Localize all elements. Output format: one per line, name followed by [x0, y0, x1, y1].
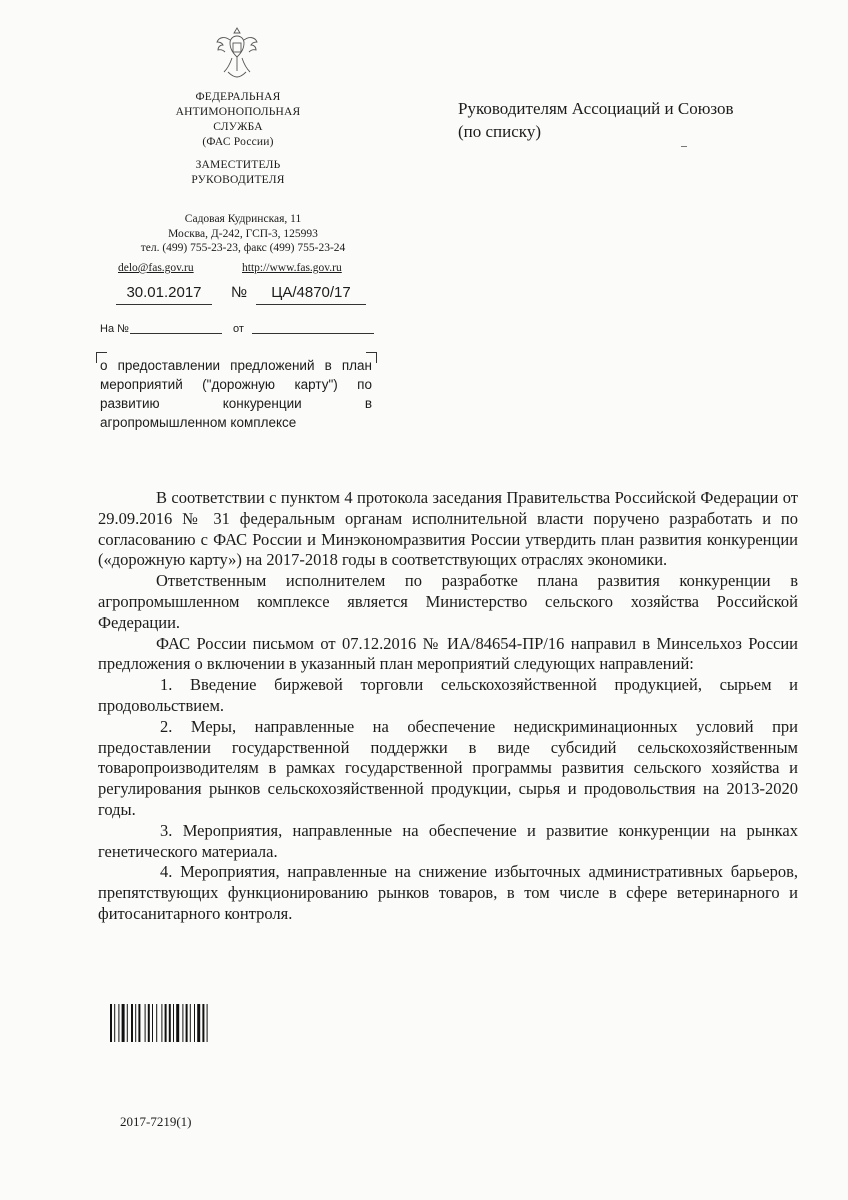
body-paragraph: Ответственным исполнителем по разработке плана развития конкуренции в агропромышленном комплексе является Министерство сельского хозяйства Российской Федерации.: [98, 571, 798, 632]
position-line: РУКОВОДИТЕЛЯ: [191, 174, 285, 186]
list-item: 1. Введение биржевой торговли сельскохозяйственной продукцией, сырьем и продовольствием.: [98, 675, 798, 715]
position-line: ЗАМЕСТИТЕЛЬ: [195, 159, 281, 171]
org-name-line: ФЕДЕРАЛЬНАЯ: [195, 91, 281, 103]
document-code: 2017-7219(1): [120, 1114, 192, 1129]
org-name-line: СЛУЖБА: [213, 121, 263, 133]
addressee-line: Руководителям Ассоциаций и Союзов: [458, 99, 734, 118]
reference-date-blank: [252, 323, 374, 334]
email-link[interactable]: delo@fas.gov.ru: [118, 262, 194, 274]
org-abbr: (ФАС России): [202, 136, 274, 148]
address-line: Москва, Д-242, ГСП-3, 125993: [168, 227, 318, 240]
letterhead: [150, 90, 326, 188]
list-item: 4. Мероприятия, направленные на снижение избыточных административных барьеров, препятствующих функционированию рынков товаров, в том числе в сфере ветеринарного и фитосанитарного контроля.: [98, 862, 798, 923]
phone-line: тел. (499) 755-23-23, факс (499) 755-23-24: [140, 242, 346, 254]
website-link[interactable]: http://www.fas.gov.ru: [242, 262, 342, 274]
registration-number-label: №: [231, 284, 248, 301]
address-line: Садовая Кудринская, 11: [184, 213, 302, 225]
registration-number: ЦА/4870/17: [256, 284, 366, 305]
coat-of-arms-icon: [214, 24, 260, 82]
addressee-block: [458, 97, 798, 143]
list-item: 3. Мероприятия, направленные на обеспечение и развитие конкуренции на рынках генетического материала.: [98, 820, 798, 861]
addressee-line: (по списку): [458, 122, 541, 141]
reference-label: На №: [100, 323, 129, 335]
reference-from-label: от: [233, 323, 244, 335]
registration-date: 30.01.2017: [116, 284, 212, 305]
org-name-line: АНТИМОНОПОЛЬНАЯ: [175, 106, 301, 118]
letter-body: [98, 488, 798, 925]
address-block: [118, 212, 368, 256]
barcode-icon: [110, 1004, 230, 1042]
scan-mark: [681, 146, 687, 147]
body-paragraph: В соответствии с пунктом 4 протокола заседания Правительства Российской Федерации от 29.09.2016 № 31 федеральным органам исполнительной власти поручено разработать и по согласованию с ФАС России и Минэкономразвития России утвердить план развития конкуренции («дорожную карту») на 2017-2018 годы в соответствующих отраслях экономики.: [98, 488, 798, 570]
list-item: 2. Меры, направленные на обеспечение недискриминационных условий при предоставлении государственной поддержки в виде субсидий сельскохозяйственным товаропроизводителям в рамках государственной программы развития сельского хозяйства и регулирования рынков сельскохозяйственной продукции, сырья и продовольствия на 2013-2020 годы.: [98, 716, 798, 819]
body-paragraph: ФАС России письмом от 07.12.2016 № ИА/84654-ПР/16 направил в Минсельхоз России предложения о включении в указанный план мероприятий следующих направлений:: [98, 633, 798, 674]
reference-number-blank: [130, 323, 222, 334]
subject-line: о предоставлении предложений в план мероприятий ("дорожную карту") по развитию конкуренции в агропромышленном комплексе: [100, 358, 372, 430]
